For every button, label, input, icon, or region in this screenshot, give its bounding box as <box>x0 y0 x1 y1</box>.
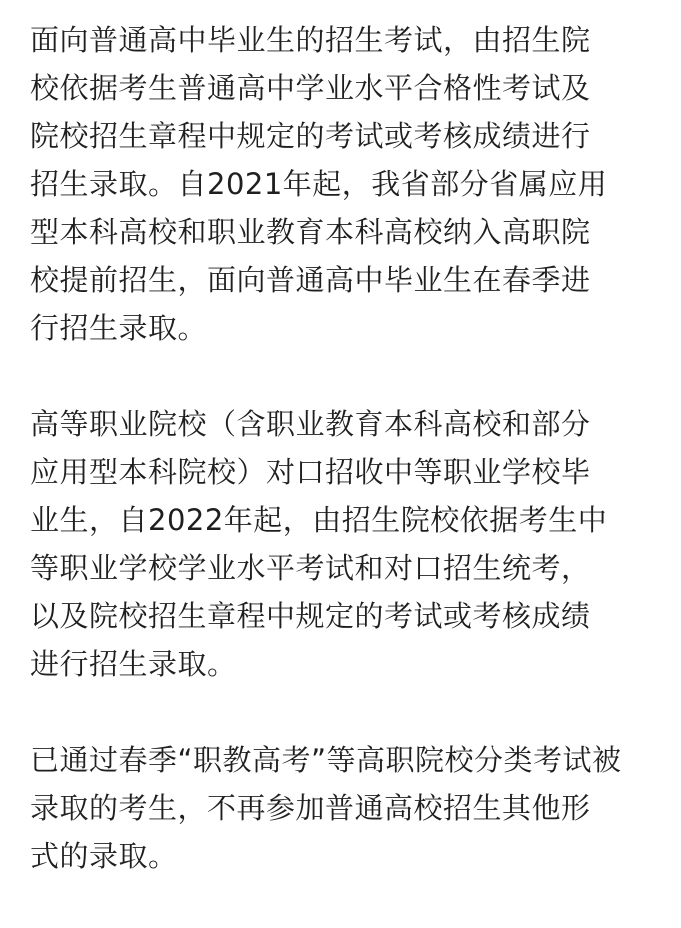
text-line: 面向普通高中毕业生的招生考试，由招生院 <box>30 23 591 57</box>
text-line: 行招生录取。 <box>30 311 208 345</box>
text-line: 以及院校招生章程中规定的考试或考核成绩 <box>30 599 591 633</box>
text-line: 应用型本科院校）对口招收中等职业学校毕 <box>30 455 591 489</box>
text-line: 院校招生章程中规定的考试或考核成绩进行 <box>30 119 591 153</box>
paragraph-2 <box>30 400 662 688</box>
text-line: 进行招生录取。 <box>30 647 237 681</box>
text-line: 录取的考生，不再参加普通高校招生其他形 <box>30 791 591 825</box>
article-body <box>30 16 662 928</box>
paragraph-1 <box>30 16 662 352</box>
text-line: 校依据考生普通高中学业水平合格性考试及 <box>30 71 591 105</box>
text-line: 等职业学校学业水平考试和对口招生统考， <box>30 551 591 585</box>
paragraph-3 <box>30 736 662 880</box>
text-line: 校提前招生，面向普通高中毕业生在春季进 <box>30 263 591 297</box>
text-line: 高等职业院校（含职业教育本科高校和部分 <box>30 407 591 441</box>
text-line: 式的录取。 <box>30 839 178 873</box>
text-line: 已通过春季“职教高考”等高职院校分类考试被 <box>30 743 622 777</box>
text-line: 型本科高校和职业教育本科高校纳入高职院 <box>30 215 591 249</box>
text-line: 业生，自2022年起，由招生院校依据考生中 <box>30 503 608 537</box>
text-line: 招生录取。自2021年起，我省部分省属应用 <box>30 167 608 201</box>
